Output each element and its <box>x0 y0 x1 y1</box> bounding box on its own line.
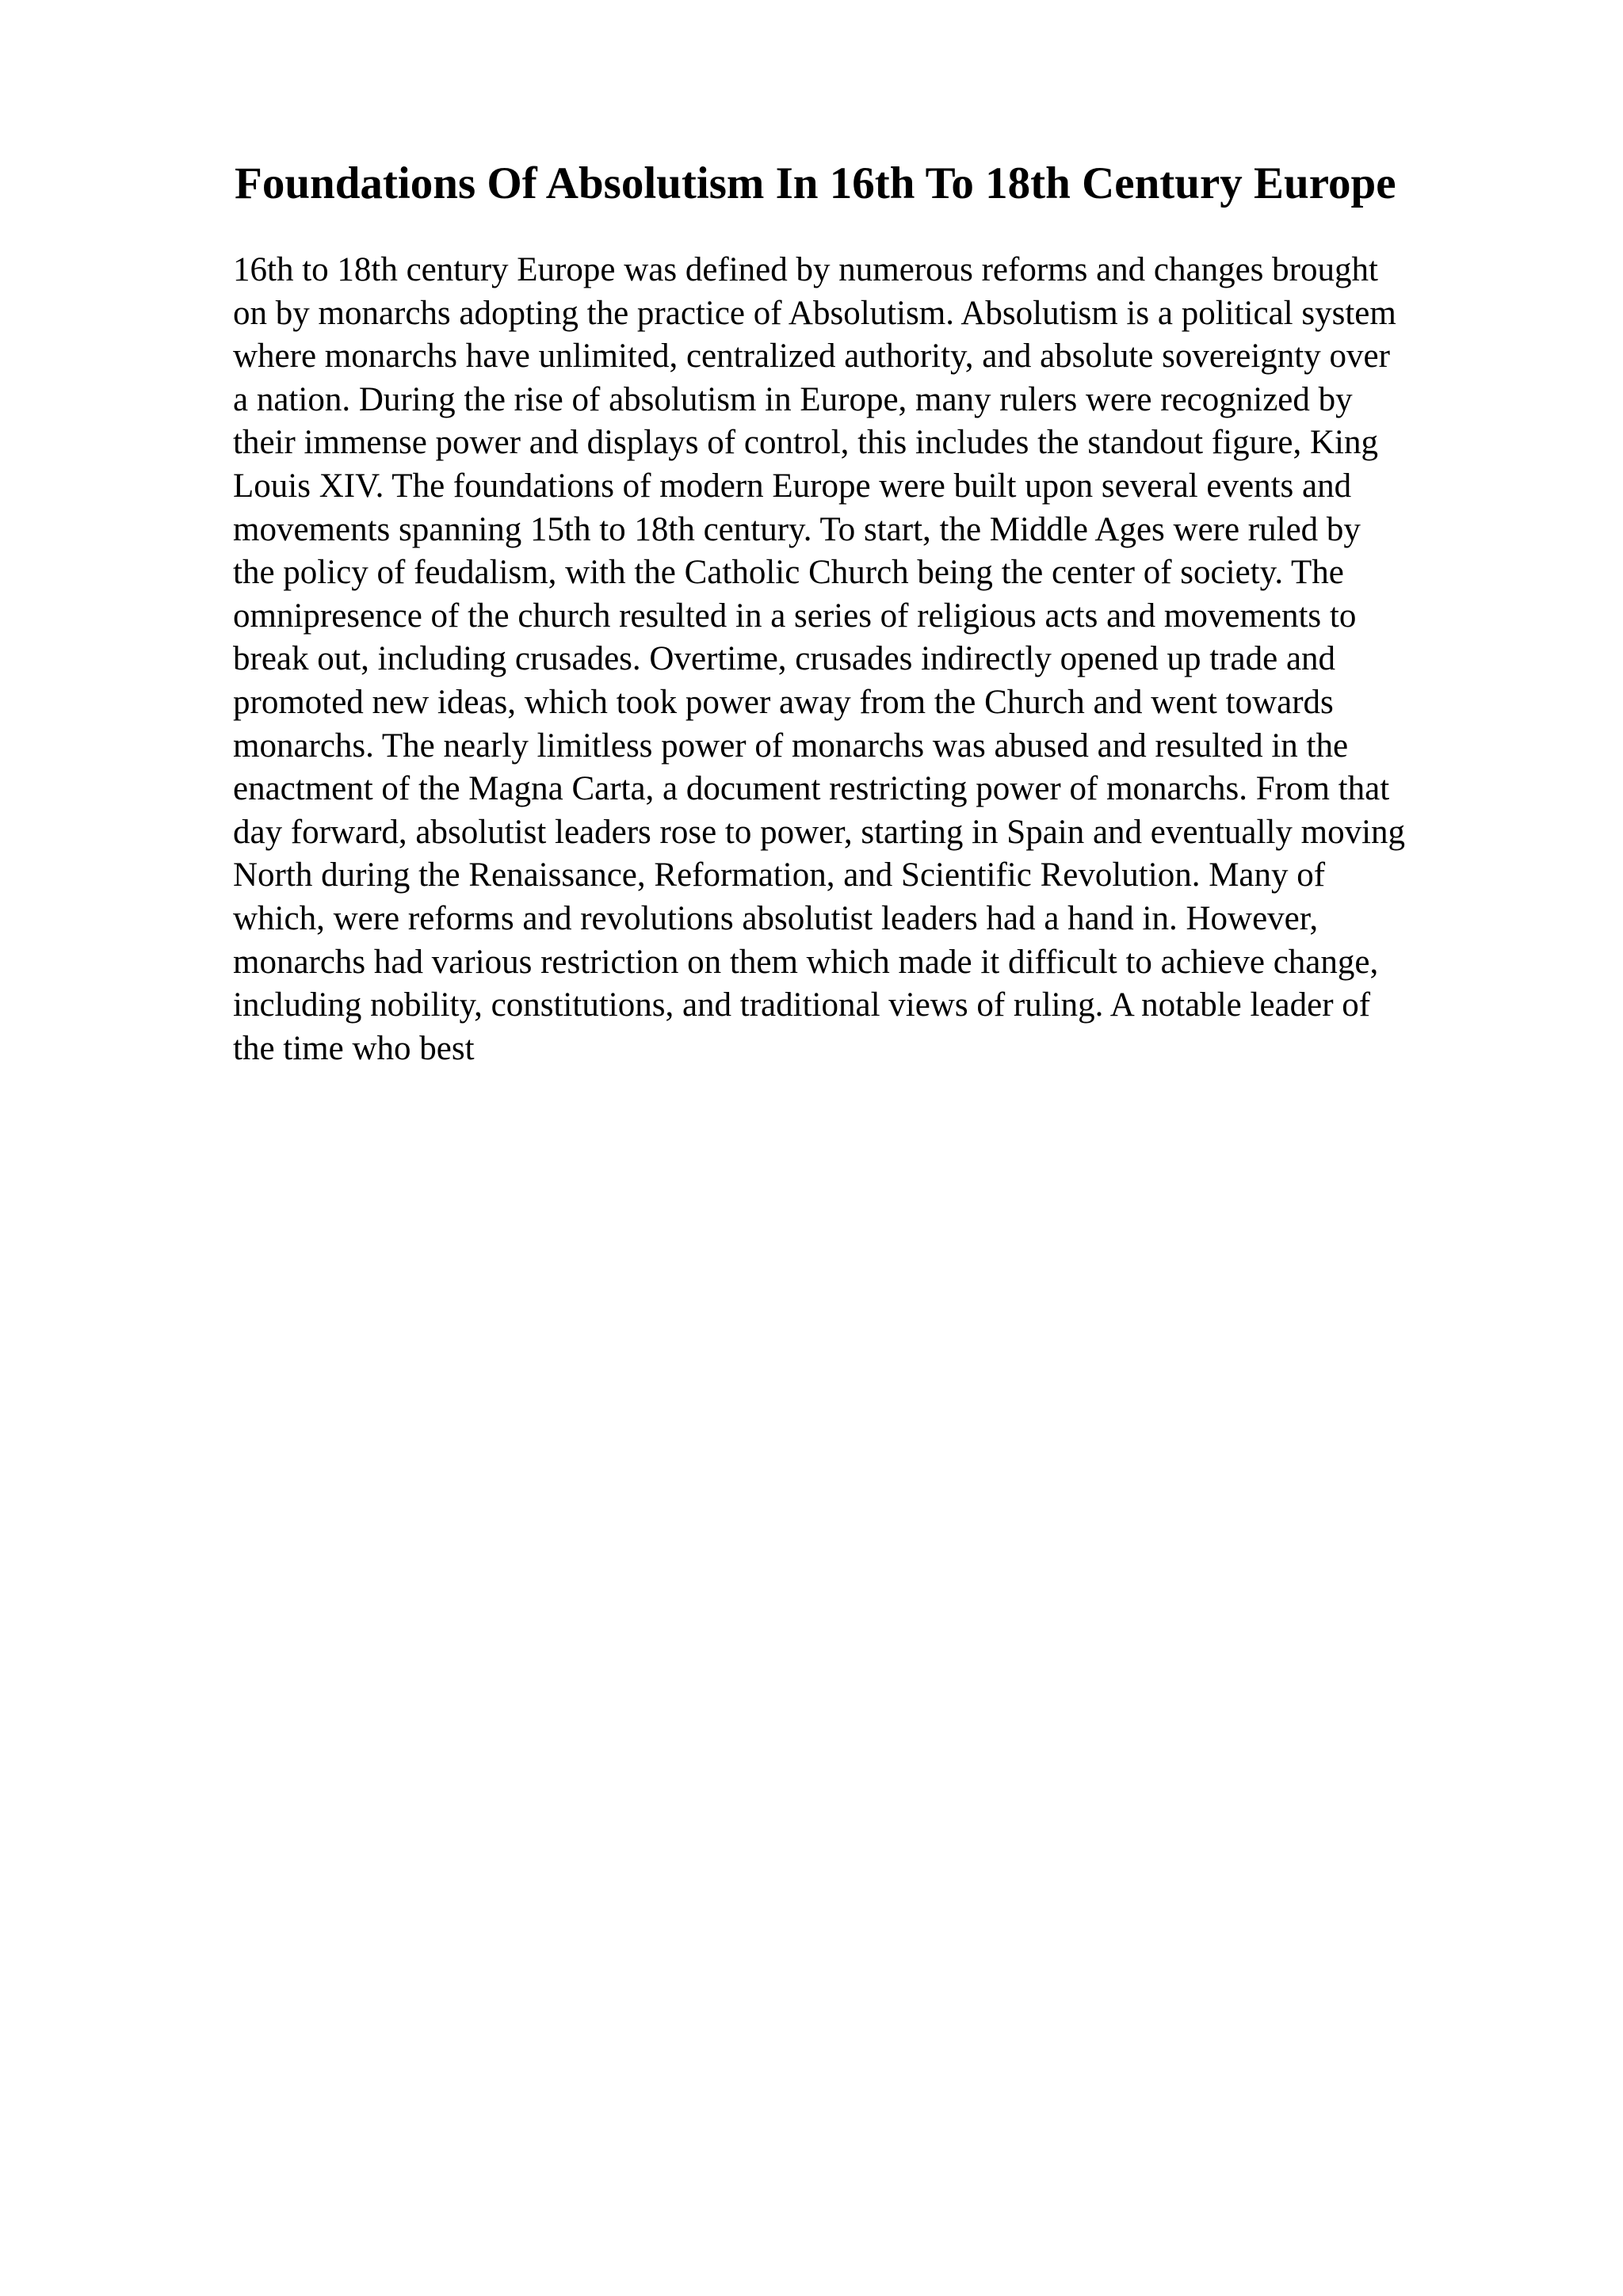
document-title: Foundations Of Absolutism In 16th To 18th Century Europe <box>235 158 1396 208</box>
body-line-10: break out, including crusades. Overtime, crusades indirectly opened up trade and <box>233 640 1336 678</box>
body-line-11: promoted new ideas, which took power away from the Church and went towards <box>233 683 1334 721</box>
body-line-6: Louis XIV. The foundations of modern Europe were built upon several events and <box>233 467 1352 505</box>
body-line-5: their immense power and displays of control, this includes the standout figure, King <box>233 424 1378 462</box>
body-line-3: where monarchs have unlimited, centralized authority, and absolute sovereignty over <box>233 338 1390 376</box>
body-line-18: including nobility, constitutions, and traditional views of ruling. A notable leader of <box>233 986 1371 1024</box>
body-line-15: North during the Renaissance, Reformation, and Scientific Revolution. Many of <box>233 856 1326 894</box>
body-line-17: monarchs had various restriction on them which made it difficult to achieve change, <box>233 943 1379 981</box>
body-line-7: movements spanning 15th to 18th century. To start, the Middle Ages were ruled by <box>233 510 1361 548</box>
body-line-8: the policy of feudalism, with the Catholic Church being the center of society. The <box>233 554 1344 592</box>
body-line-4: a nation. During the rise of absolutism in Europe, many rulers were recognized by <box>233 380 1353 418</box>
body-line-9: omnipresence of the church resulted in a series of religious acts and movements to <box>233 597 1357 635</box>
body-line-14: day forward, absolutist leaders rose to power, starting in Spain and eventually moving <box>233 813 1406 851</box>
body-line-16: which, were reforms and revolutions absolutist leaders had a hand in. However, <box>233 899 1319 937</box>
document-body <box>233 249 1533 1070</box>
body-line-2: on by monarchs adopting the practice of Absolutism. Absolutism is a political system <box>233 294 1396 332</box>
body-line-12: monarchs. The nearly limitless power of monarchs was abused and resulted in the <box>233 727 1349 765</box>
body-line-1: 16th to 18th century Europe was defined by numerous reforms and changes brought <box>233 251 1378 288</box>
body-line-19: the time who best <box>233 1029 475 1067</box>
body-line-13: enactment of the Magna Carta, a document restricting power of monarchs. From that <box>233 770 1390 808</box>
